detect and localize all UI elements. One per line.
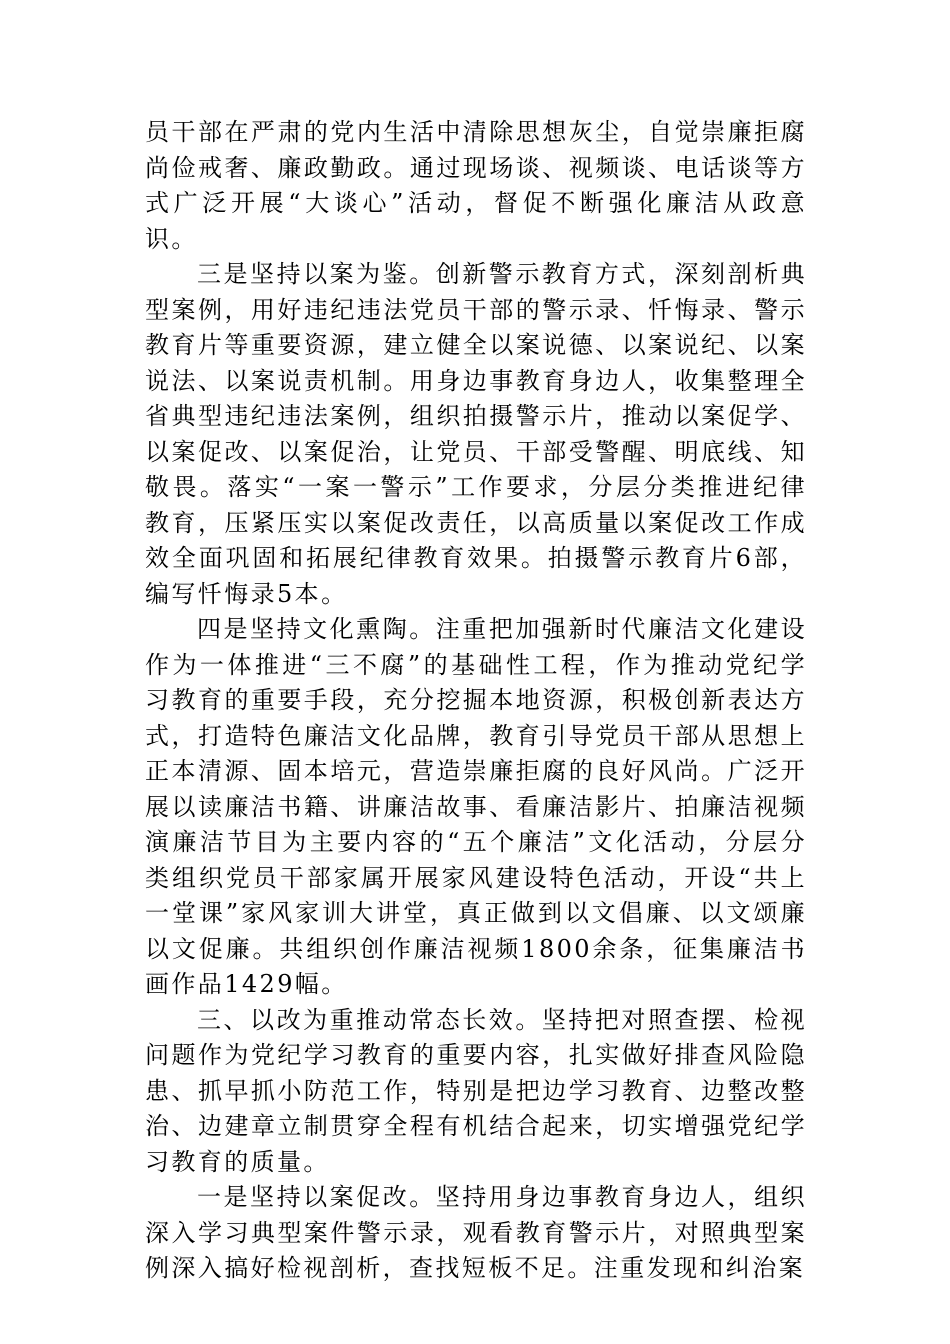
paragraph-case-warning: 三是坚持以案为鉴。创新警示教育方式，深刻剖析典型案例，用好违纪违法党员干部的警示录、忏悔录、警示教育片等重要资源，建立健全以案说德、以案说纪、以案说法、以案说责机制。用身边事教育身边人，收集整理全省典型违纪违法案例，组织拍摄警示片，推动以案促学、以案促改、以案促治，让党员、干部受警醒、明底线、知敬畏。落实“一案一警示”工作要求，分层分类推进纪律教育，压紧压实以案促改责任，以高质量以案促改工作成效全面巩固和拓展纪律教育效果。拍摄警示教育片6部，编写忏悔录5本。	[145, 260, 807, 608]
paragraph-section-three: 三、以改为重推动常态长效。坚持把对照查摆、检视问题作为党纪学习教育的重要内容，扎实做好排查风险隐患、抓早抓小防范工作，特别是把边学习教育、边整改整治、边建章立制贯穿全程有机结合起来，切实增强党纪学习教育的质量。	[145, 1005, 807, 1176]
paragraph-continuation: 员干部在严肃的党内生活中清除思想灰尘，自觉崇廉拒腐尚俭戒奢、廉政勤政。通过现场谈、视频谈、电话谈等方式广泛开展“大谈心”活动，督促不断强化廉洁从政意识。	[145, 118, 807, 253]
paragraph-culture: 四是坚持文化熏陶。注重把加强新时代廉洁文化建设作为一体推进“三不腐”的基础性工程，作为推动党纪学习教育的重要手段，充分挖掘本地资源，积极创新表达方式，打造特色廉洁文化品牌，教育引导党员干部从思想上正本清源、固本培元，营造崇廉拒腐的良好风尚。广泛开展以读廉洁书籍、讲廉洁故事、看廉洁影片、拍廉洁视频演廉洁节目为主要内容的“五个廉洁”文化活动，分层分类组织党员干部家属开展家风建设特色活动，开设“共上一堂课”家风家训大讲堂，真正做到以文倡廉、以文颂廉以文促廉。共组织创作廉洁视频1800余条，征集廉洁书画作品1429幅。	[145, 615, 807, 998]
paragraph-case-reform: 一是坚持以案促改。坚持用身边事教育身边人，组织深入学习典型案件警示录，观看教育警示片，对照典型案例深入搞好检视剖析，查找短板不足。注重发现和纠治案	[145, 1183, 807, 1282]
document-page	[145, 115, 807, 1287]
